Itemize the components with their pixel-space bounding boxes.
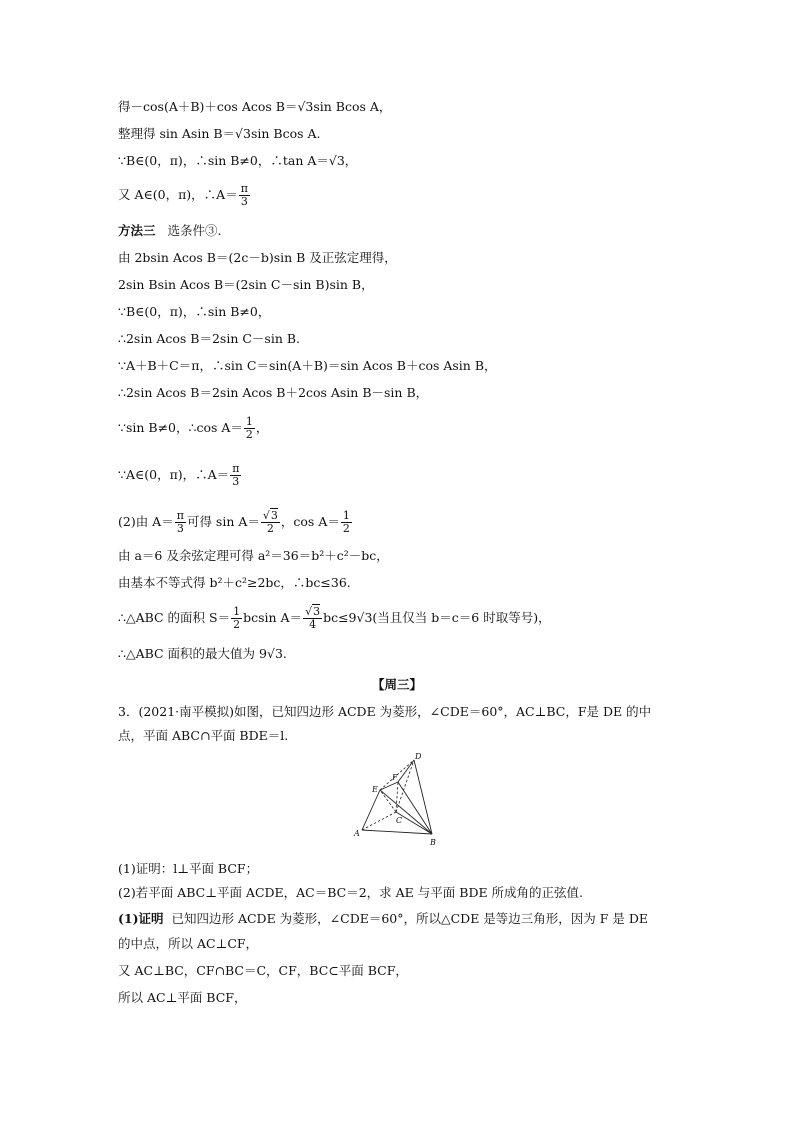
solution-line-6: 由 2bsin Acos B＝(2c－b)sin B 及正弦定理得，	[118, 250, 397, 265]
fraction-pi-over-3: $\frac{\pi}{3}$	[232, 462, 240, 488]
solution-line-11: ∴2sin Acos B＝2sin Acos B＋2cos Asin B－sin B，	[118, 385, 429, 400]
solution-line-10: ∵A＋B＋C＝π，∴sin C＝sin(A＋B)＝sin Acos B＋cos Asin B，	[118, 358, 497, 373]
edge-ab	[362, 830, 432, 834]
proof-line-2: 的中点，所以 AC⊥CF，	[118, 936, 259, 951]
label-b: B	[430, 838, 436, 847]
edge-ae	[362, 790, 380, 830]
proof-line-1: (1)证明 已知四边形 ACDE 为菱形，∠CDE＝60°，所以△CDE 是等边三角形，因为 F 是 DE	[118, 911, 649, 926]
fraction-pi-over-3: $\frac{\pi}{3}$	[176, 509, 184, 535]
question3-part1: (1)证明：l⊥平面 BCF；	[118, 861, 259, 876]
section-heading: 【周三】	[371, 677, 422, 692]
part2-line-3: 由基本不等式得 b²＋c²≥2bc，∴bc≤36.	[118, 575, 351, 590]
edge-ef	[380, 782, 398, 790]
solution-line-12: ∵sin B≠0，∴cos A＝ $\frac{1}{2}$ ，	[118, 415, 269, 441]
solution-line-9: ∴2sin Acos B＝2sin C－sin B.	[118, 331, 301, 346]
solution-line-3: ∵B∈(0，π)，∴sin B≠0，∴tan A＝√3，	[118, 153, 358, 168]
part2-line-1: (2)由 A＝ $\frac{\pi}{3}$ 可得 sin A＝ $\frac{√3}{2}$ ，cos A＝ $\frac{1}{2}$	[118, 509, 350, 535]
fraction-one-half: $\frac{1}{2}$	[342, 509, 350, 535]
part2-line-4: ∴△ABC 的面积 S＝ $\frac{1}{2}$ bcsin A＝ $\frac{√3}{4}$ bc≤9√3(当且仅当 b＝c＝6 时取等号)，	[118, 605, 551, 631]
edge-eb	[380, 790, 432, 834]
question3-part2: (2)若平面 ABC⊥平面 ACDE，AC＝BC＝2，求 AE 与平面 BDE 所成角的正弦值.	[118, 885, 584, 900]
edge-fb	[398, 782, 432, 834]
label-d: D	[415, 752, 422, 761]
proof-line-4: 所以 AC⊥平面 BCF，	[118, 990, 247, 1005]
solution-line-4: 又 A∈(0，π)，∴A＝ $\frac{\pi}{3}$	[118, 182, 248, 208]
fraction-pi-over-3: $\frac{\pi}{3}$	[240, 182, 248, 208]
question3-line-1: 3．(2021·南平模拟)如图，已知四边形 ACDE 为菱形，∠CDE＝60°，AC⊥BC，F是 DE 的中	[118, 704, 652, 719]
fraction-root3-over-4: $\frac{√3}{4}$	[305, 605, 321, 631]
part2-line-5: ∴△ABC 面积的最大值为 9√3.	[118, 646, 287, 661]
solution-line-2: 整理得 sin Asin B＝√3sin Bcos A.	[118, 126, 321, 141]
label-e: E	[372, 785, 378, 794]
proof-line-3: 又 AC⊥BC，CF∩BC＝C，CF，BC⊂平面 BCF，	[118, 963, 408, 978]
fraction-one-half: $\frac{1}{2}$	[245, 415, 253, 441]
proof-label: (1)证明	[118, 911, 164, 926]
geometry-figure	[352, 752, 442, 852]
edge-db	[414, 760, 432, 834]
solution-line-13: ∵A∈(0，π)，∴A＝ $\frac{\pi}{3}$	[118, 462, 240, 488]
question3-line-2: 点，平面 ABC∩平面 BDE＝l.	[118, 728, 289, 743]
method-three-label: 方法三	[118, 223, 156, 238]
fraction-root3-over-2: $\frac{√3}{2}$	[262, 509, 278, 535]
solution-line-8: ∵B∈(0，π)，∴sin B≠0，	[118, 304, 271, 319]
solution-line-1: 得－cos(A＋B)＋cos Acos B＝√3sin Bcos A，	[118, 99, 392, 114]
method-three-line: 方法三 选条件③.	[118, 223, 222, 238]
solution-line-7: 2sin Bsin Acos B＝(2sin C－sin B)sin B，	[118, 277, 374, 292]
label-f: F	[392, 773, 398, 782]
edge-fd	[398, 760, 414, 782]
edge-ac	[362, 812, 396, 830]
label-a: A	[354, 829, 360, 838]
label-c: C	[396, 816, 403, 825]
part2-line-2: 由 a＝6 及余弦定理可得 a²＝36＝b²＋c²－bc，	[118, 548, 389, 563]
fraction-one-half: $\frac{1}{2}$	[233, 605, 241, 631]
